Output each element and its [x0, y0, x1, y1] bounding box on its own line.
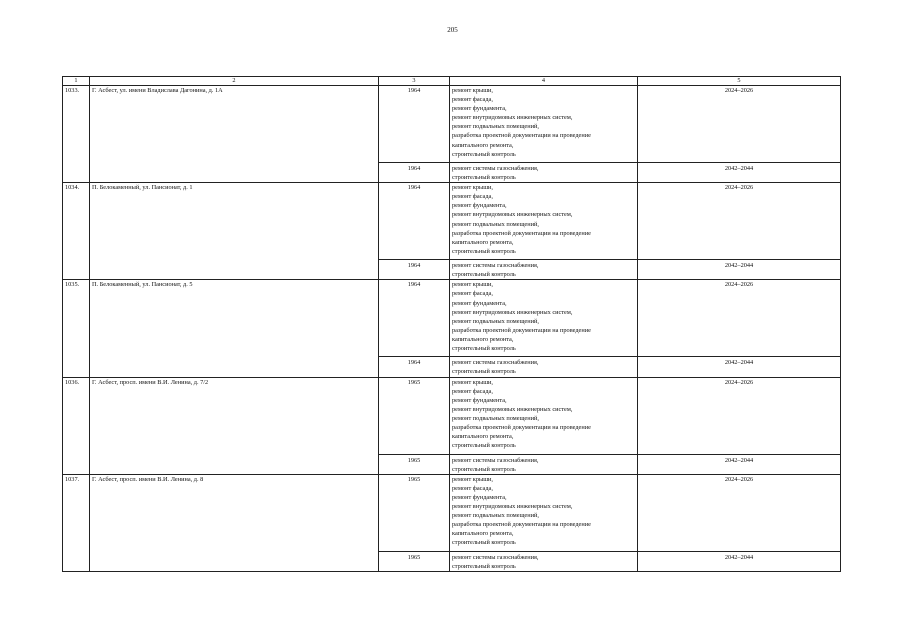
building-address: П. Белокаменный, ул. Пансионат, д. 5	[90, 280, 379, 377]
work-item: ремонт фундамента,	[452, 105, 507, 113]
planned-period: 2024–2026	[638, 377, 841, 454]
work-item: ремонт внутридомовых инженерных систем,	[452, 211, 573, 219]
commissioning-year: 1964	[379, 260, 450, 280]
row-number: 1033.	[63, 86, 90, 183]
works-list	[450, 551, 638, 571]
works-list	[450, 280, 638, 357]
work-item: ремонт крыши,	[452, 475, 494, 483]
commissioning-year: 1964	[379, 357, 450, 377]
work-item: строительный контроль	[452, 465, 516, 473]
work-item: ремонт фасада,	[452, 96, 493, 104]
commissioning-year: 1964	[379, 280, 450, 357]
works-list	[450, 454, 638, 474]
work-item: ремонт подвальных помещений,	[452, 414, 539, 422]
work-item: ремонт системы газоснабжения,	[452, 262, 539, 270]
header-row	[63, 77, 841, 86]
work-item: строительный контроль	[452, 174, 516, 182]
work-item: разработка проектной документации на проведение	[452, 132, 591, 140]
work-item: строительный контроль	[452, 562, 516, 570]
table-row	[63, 377, 841, 454]
works-list	[450, 86, 638, 163]
header-col-5: 5	[638, 77, 841, 86]
work-item: ремонт фасада,	[452, 484, 493, 492]
work-item: разработка проектной документации на проведение	[452, 521, 591, 529]
work-item: ремонт фасада,	[452, 193, 493, 201]
table-row	[63, 474, 841, 551]
works-list	[450, 474, 638, 551]
table-body	[63, 77, 841, 572]
building-address: Г. Асбест, просп. имени В.И. Ленина, д. 8	[90, 474, 379, 571]
work-item: разработка проектной документации на проведение	[452, 326, 591, 334]
works-list	[450, 183, 638, 260]
row-number: 1037.	[63, 474, 90, 571]
commissioning-year: 1965	[379, 377, 450, 454]
work-item: ремонт крыши,	[452, 378, 494, 386]
planned-period: 2042–2044	[638, 357, 841, 377]
planned-period: 2042–2044	[638, 260, 841, 280]
work-item: ремонт внутридомовых инженерных систем,	[452, 114, 573, 122]
work-item: капитального ремонта,	[452, 141, 514, 149]
work-item: ремонт системы газоснабжения,	[452, 456, 539, 464]
work-item: разработка проектной документации на проведение	[452, 424, 591, 432]
work-item: разработка проектной документации на проведение	[452, 229, 591, 237]
page-number: 205	[447, 26, 458, 34]
work-item: ремонт подвальных помещений,	[452, 220, 539, 228]
work-item: капитального ремонта,	[452, 530, 514, 538]
work-item: ремонт крыши,	[452, 87, 494, 94]
work-item: ремонт подвальных помещений,	[452, 317, 539, 325]
work-item: ремонт фасада,	[452, 387, 493, 395]
work-item: ремонт крыши,	[452, 184, 494, 192]
work-item: ремонт системы газоснабжения,	[452, 165, 539, 172]
work-item: ремонт фундамента,	[452, 299, 507, 307]
planned-period: 2024–2026	[638, 474, 841, 551]
planned-period: 2024–2026	[638, 86, 841, 163]
work-item: строительный контроль	[452, 247, 516, 255]
work-item: строительный контроль	[452, 442, 516, 450]
work-item: ремонт фундамента,	[452, 396, 507, 404]
header-col-2: 2	[90, 77, 379, 86]
commissioning-year: 1965	[379, 551, 450, 571]
table-row	[63, 86, 841, 163]
row-number: 1034.	[63, 183, 90, 280]
planned-period: 2042–2044	[638, 551, 841, 571]
work-item: ремонт внутридомовых инженерных систем,	[452, 503, 573, 511]
building-address: Г. Асбест, ул. имени Владислава Дагонина, д. 1А	[90, 86, 379, 183]
building-address: П. Белокаменный, ул. Пансионат, д. 1	[90, 183, 379, 280]
work-item: ремонт подвальных помещений,	[452, 123, 539, 131]
table-row	[63, 183, 841, 260]
work-item: строительный контроль	[452, 539, 516, 547]
work-item: строительный контроль	[452, 345, 516, 353]
row-number: 1035.	[63, 280, 90, 377]
work-item: ремонт подвальных помещений,	[452, 512, 539, 520]
work-item: ремонт внутридомовых инженерных систем,	[452, 405, 573, 413]
header-col-4: 4	[450, 77, 638, 86]
commissioning-year: 1964	[379, 163, 450, 183]
works-list	[450, 163, 638, 183]
commissioning-year: 1964	[379, 183, 450, 260]
work-item: капитального ремонта,	[452, 238, 514, 246]
repair-schedule-table	[62, 76, 841, 572]
work-item: строительный контроль	[452, 271, 516, 279]
work-item: ремонт крыши,	[452, 281, 494, 289]
table-row	[63, 280, 841, 357]
works-list	[450, 357, 638, 377]
work-item: капитального ремонта,	[452, 335, 514, 343]
commissioning-year: 1964	[379, 86, 450, 163]
work-item: ремонт системы газоснабжения,	[452, 553, 539, 561]
header-col-1: 1	[63, 77, 90, 86]
work-item: ремонт фундамента,	[452, 202, 507, 210]
commissioning-year: 1965	[379, 474, 450, 551]
commissioning-year: 1965	[379, 454, 450, 474]
planned-period: 2024–2026	[638, 280, 841, 357]
work-item: капитального ремонта,	[452, 433, 514, 441]
row-number: 1036.	[63, 377, 90, 474]
work-item: ремонт системы газоснабжения,	[452, 359, 539, 367]
work-item: ремонт фасада,	[452, 290, 493, 298]
works-list	[450, 260, 638, 280]
header-col-3: 3	[379, 77, 450, 86]
works-list	[450, 377, 638, 454]
planned-period: 2024–2026	[638, 183, 841, 260]
work-item: строительный контроль	[452, 368, 516, 376]
work-item: ремонт внутридомовых инженерных систем,	[452, 308, 573, 316]
building-address: Г. Асбест, просп. имени В.И. Ленина, д. 7/2	[90, 377, 379, 474]
planned-period: 2042–2044	[638, 454, 841, 474]
work-item: ремонт фундамента,	[452, 493, 507, 501]
work-item: строительный контроль	[452, 150, 516, 158]
planned-period: 2042–2044	[638, 163, 841, 183]
